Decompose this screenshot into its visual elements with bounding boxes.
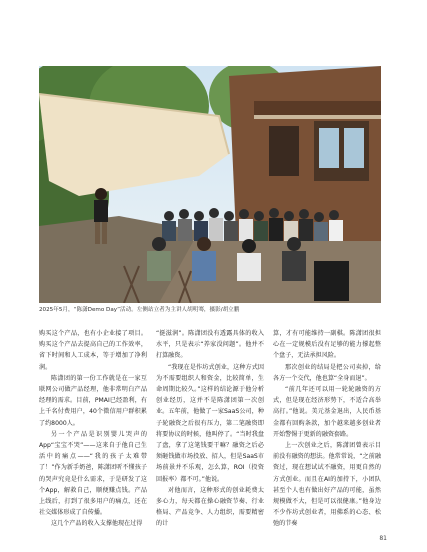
paragraph: 陈潇团的第一份工作就是在一家互联网公司做产品经理，他非常明白产品经理的需求。目前，PMAI已经盈利，有上千名付费用户，40个微信用户群积累了约8000人。 bbox=[39, 374, 147, 427]
paragraph: 算，才有可能维持一副棋。陈潇团很担心在一定规模后没有足够的能力撑起整个盘子，无法承担风险。 bbox=[273, 330, 381, 360]
paragraph: 购买这个产品，也有小企业接了项目。购买这个产品去提高自己的工作效率，省下时间和人工成本，等于增加了净利润。 bbox=[39, 330, 147, 371]
article-column-3 bbox=[273, 328, 381, 534]
paragraph: 另一个产品是识别婴儿哭声的App“宝宝不哭”——这来自于他自己生活中的痛点——“我的孩子太难带了！”作为新手奶爸，陈潇团听不懂孩子的哭声究竟是什么需求，于是研发了这个App，解救自己，顺便赚点钱。产品上线后，打到了很多用户的痛点，还在社交媒体形成了自传播。 bbox=[39, 430, 147, 517]
page-number: 81 bbox=[379, 535, 387, 542]
paragraph: “我现在是作坊式创业，这种方式因为不需要组织人和资金，比较简单，生命周期比较久。”这样的结论源于他分析创业经历，这并不是陈潇团第一次创业。五年前，他做了一家SaaS公司，种子轮融资之后很有压力，第二笔融资即将要协议的时候，他叫停了。“当时我盘了盘，拿了这笔钱要干嘛？融资之后必须砸钱做市场投放、招人，但是SaaS市场前景并不乐观，怎么算，ROI（投资回报率）都不可。”他说。 bbox=[156, 363, 264, 483]
paragraph: 对他而言，这种形式的创业耗费太多心力，每天都在操心融资节奏、行业格局、产品竞争、人力组织，需要精密的计 bbox=[156, 486, 264, 528]
photo-caption: 2025年5月，“陈潇Demo Day”活动。左侧站立者为主讲人胡明骞，摄影/胡立鹏 bbox=[39, 307, 240, 313]
article-column-2 bbox=[156, 328, 264, 534]
article-column-1 bbox=[39, 328, 147, 534]
article-body bbox=[39, 328, 381, 534]
paragraph: “前几年还可以用一轮轮融资的方式，但是现在经济形势下，不适合高举高打。”他说。美元基金退出，人民币基金都有回购条款，加个越来越多创业者开始警惕于更新的融资套路。 bbox=[273, 386, 381, 438]
paragraph: “挺滋润”。陈潇团没有透露具体的收入水平，只是表示“养家没问题”。他并不打算融资。 bbox=[156, 330, 264, 360]
event-photo bbox=[39, 66, 381, 303]
paragraph: 那次创业的结局是把公司卖掉，给各方一个交代，他也算“全身而退”。 bbox=[273, 363, 381, 382]
paragraph: 这几个产品的收入支撑他现在过得 bbox=[51, 520, 143, 528]
event-photo-illustration bbox=[39, 66, 381, 303]
paragraph: 上一次创业之后，陈潇团曾表示目前没有融资的想法。他常常说，“之前融资过，现在想试试不融资，用更自然的方式创业。而且在AI的加持下，小团队甚至个人也有做出好产品的可能，虽然规模做不大，但是可以很健康。”他身边不少作坊式创业者，用佛系的心态、松弛的节奏 bbox=[273, 442, 381, 528]
